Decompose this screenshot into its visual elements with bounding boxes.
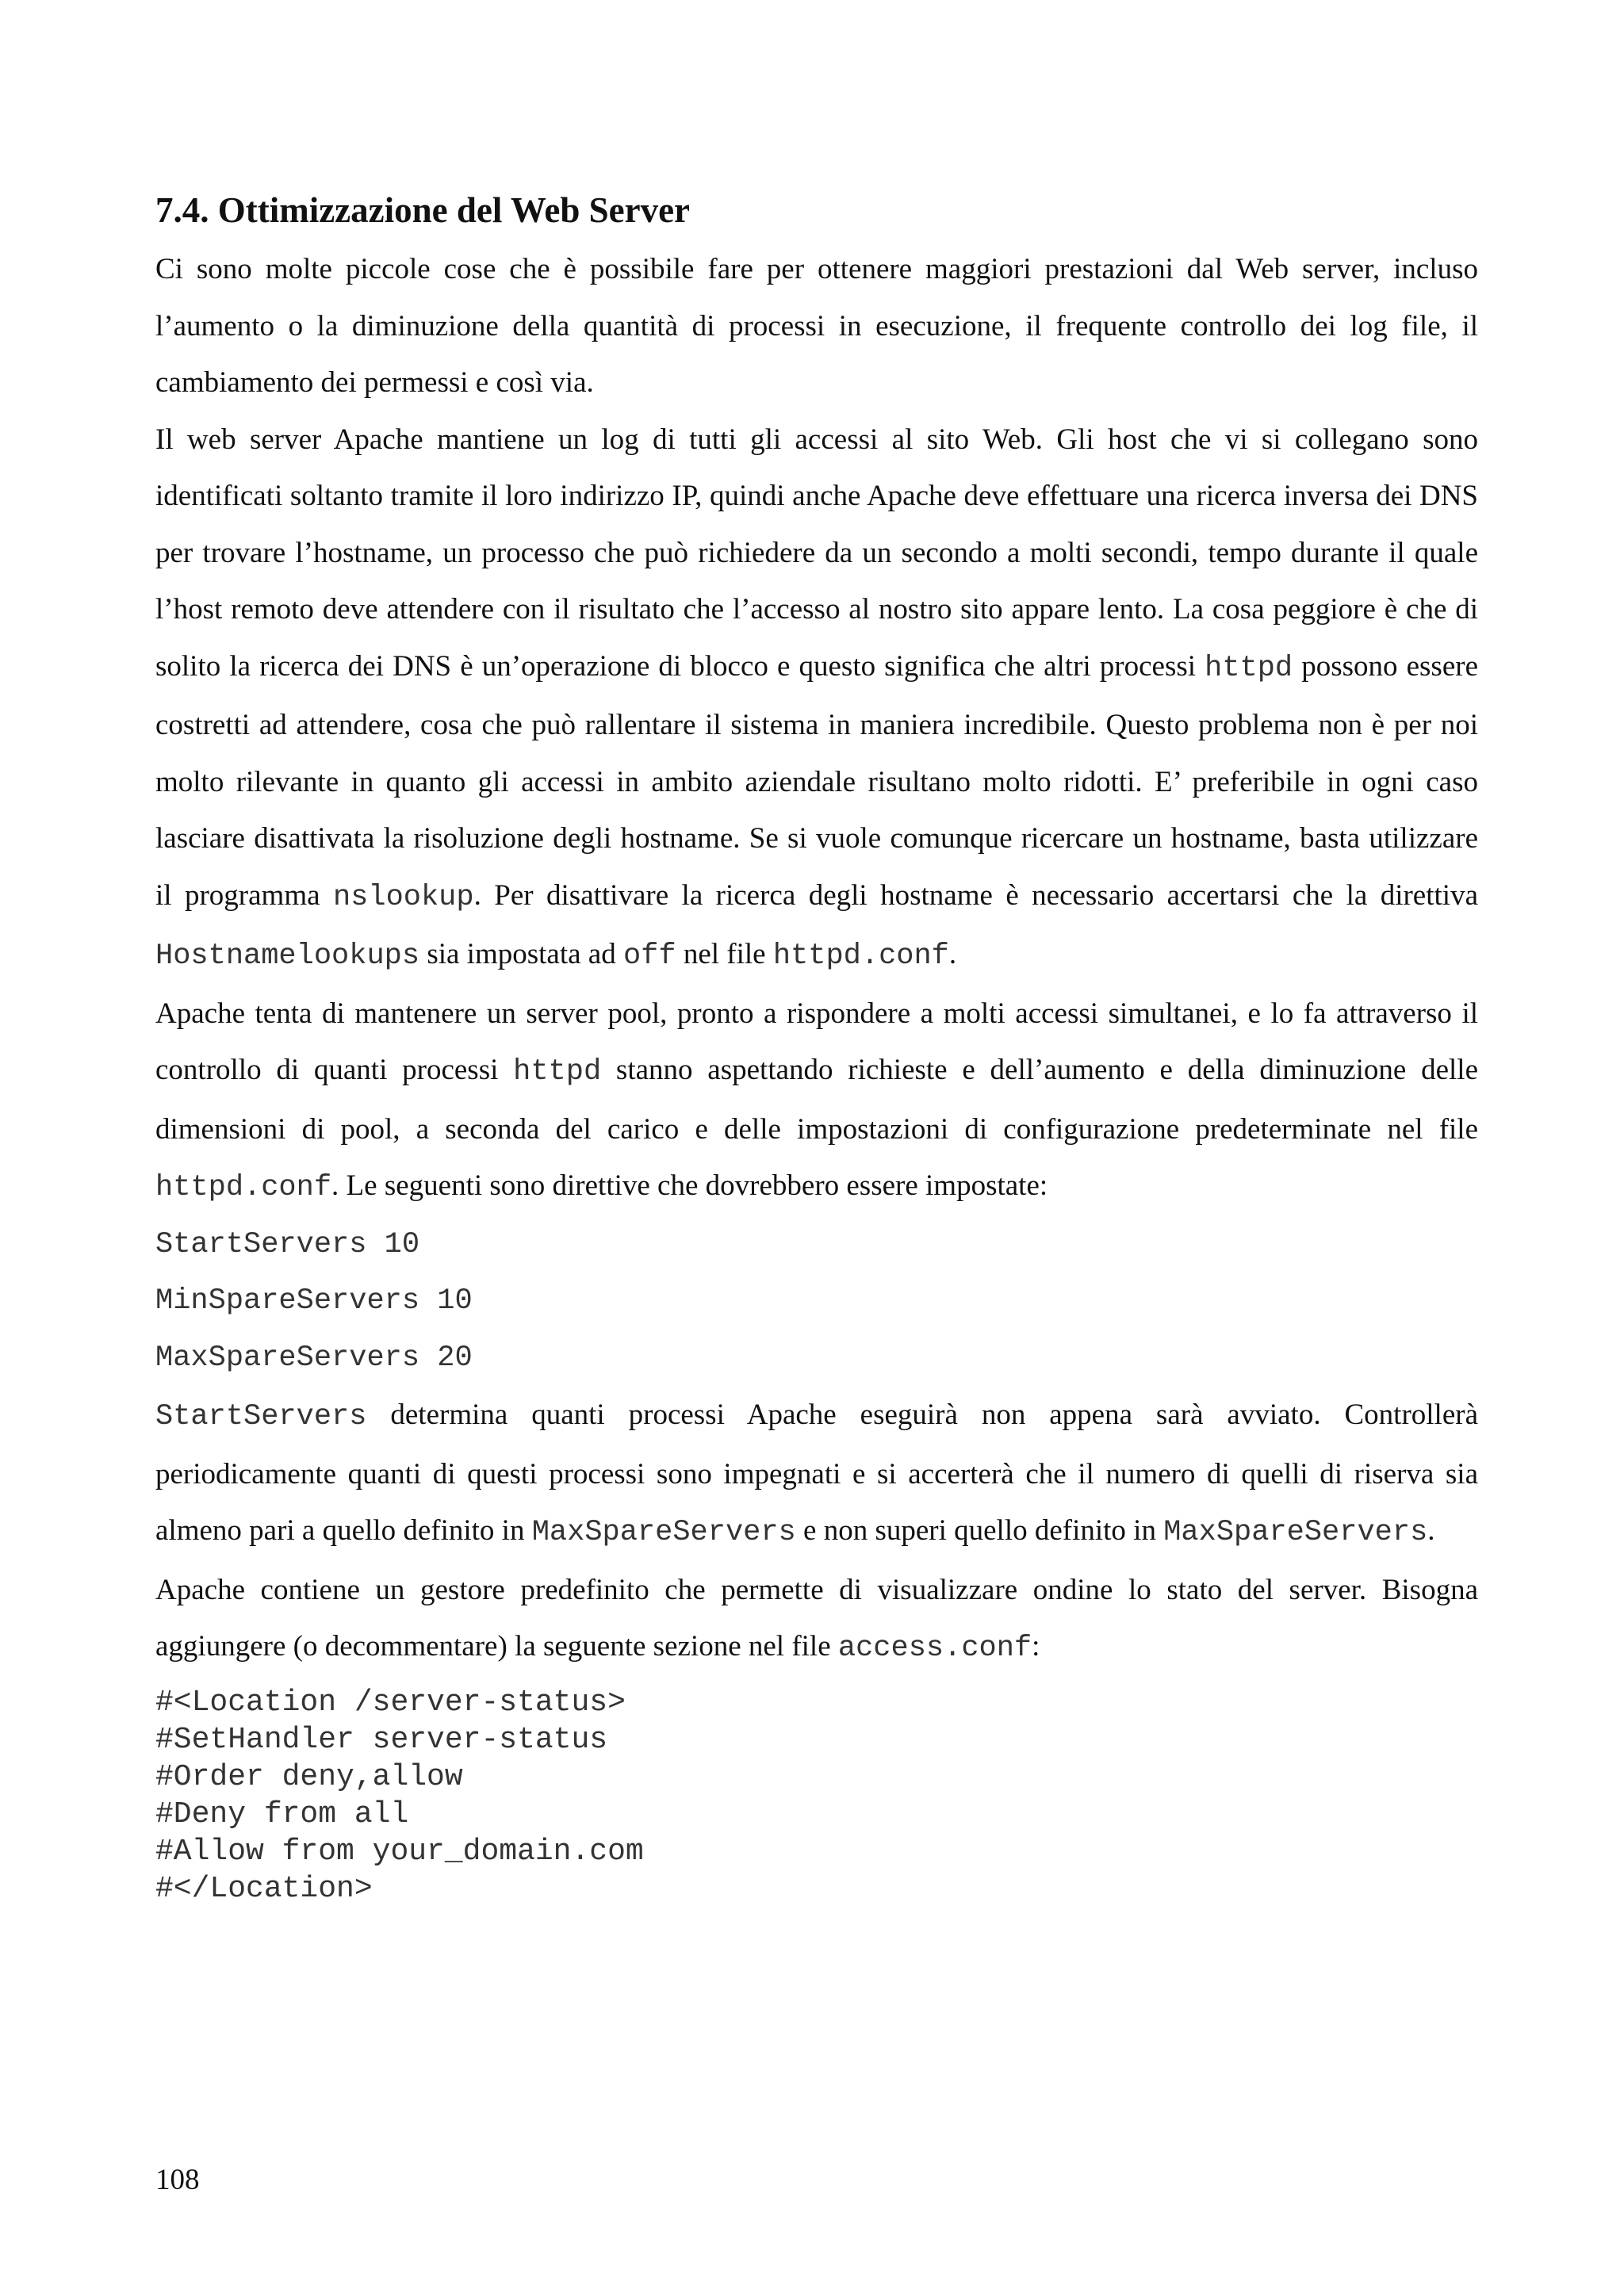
text-run: nel file [676,938,773,970]
inline-code-off: off [622,939,676,973]
inline-code-httpd: httpd [513,1055,602,1089]
code-block [155,1684,1478,1908]
inline-code-max-spare-servers: MaxSpareServers [1163,1516,1428,1549]
text-run: possono essere costretti ad attendere, cosa che può rallentare il sistema in maniera incredibile. Questo problema non è per noi molto rilevante in quanto gli accessi in ambito aziendale risultano molto ridotti. E’ preferibile in ogni caso lasciare disattivata la risoluzione degli hostname. Se si vuole comunque ricercare un hostname, basta utilizzare il programma [155,649,1478,912]
paragraph-dns-lookup [155,411,1478,985]
inline-code-httpd-conf: httpd.conf [155,1171,332,1204]
page-number: 108 [155,2164,200,2196]
inline-code-hostnamelookups: Hostnamelookups [155,939,420,973]
text-run: . [1427,1514,1435,1547]
code-line: #Order deny,allow [155,1759,463,1794]
inline-code-access-conf: access.conf [837,1632,1032,1665]
text-run: Apache tenta di mantenere un server pool, pronto a rispondere a molti accessi simultanei, e lo fa attraverso il controllo di quanti processi [155,997,1478,1086]
text-run: . [948,938,957,970]
text-run: sia impostata ad [419,938,623,970]
paragraph-server-status [155,1562,1478,1678]
inline-code-httpd: httpd [1205,651,1293,685]
inline-code-httpd-conf: httpd.conf [772,939,949,973]
text-run: Il web server Apache mantiene un log di tutti gli accessi al sito Web. Gli host che vi si collegano sono identificati soltanto tramite il loro indirizzo IP, quindi anche Apache deve effettuare una ricerca inversa dei DNS per trovare l’hostname, un processo che può richiedere da un secondo a molti secondi, tempo durante il quale l’host remoto deve attendere con il risultato che l’accesso al nostro sito appare lento. La cosa peggiore è che di solito la ricerca dei DNS è un’operazione di blocco e questo significa che altri processi [155,423,1478,683]
paragraph-start-servers [155,1387,1478,1562]
paragraph-server-pool [155,985,1478,1217]
code-line: #</Location> [155,1871,373,1906]
directive-start-servers: StartServers 10 [155,1227,420,1261]
code-line: #SetHandler server-status [155,1722,608,1757]
section-heading: 7.4. Ottimizzazione del Web Server [155,190,691,230]
text-run: determina quanti processi Apache eseguirà non appena sarà avviato. Controllerà periodicamente quanti di questi processi sono impegnati e si accerterà che il numero di quelli di riserva sia almeno pari a quello definito in [155,1399,1478,1547]
directive-max-spare-servers: MaxSpareServers 20 [155,1341,473,1375]
code-line: #Allow from your_domain.com [155,1834,644,1869]
inline-code-nslookup: nslookup [332,880,474,914]
paragraph-intro: Ci sono molte piccole cose che è possibile fare per ottenere maggiori prestazioni dal Web server, incluso l’aumento o la diminuzione della quantità di processi in esecuzione, il frequente controllo dei log file, il cambiamento dei permessi e così via. [155,253,1478,399]
text-run: . Le seguenti sono direttive che dovrebbero essere impostate: [331,1169,1048,1202]
inline-code-max-spare-servers: MaxSpareServers [531,1516,796,1549]
inline-code-start-servers: StartServers [155,1400,367,1433]
text-run: : [1032,1630,1040,1663]
directive-min-spare-servers: MinSpareServers 10 [155,1284,473,1318]
text-run: e non superi quello definito in [795,1514,1164,1547]
directive-list [155,1217,1478,1387]
text-run: . Per disattivare la ricerca degli hostname è necessario accertarsi che la direttiva [473,878,1478,912]
document-page [155,189,1478,1908]
text-run: Apache contiene un gestore predefinito che permette di visualizzare ondine lo stato del server. Bisogna aggiungere (o decommentare) la seguente sezione nel file [155,1573,1478,1663]
text-run: stanno aspettando richieste e dell’aumento e della diminuzione delle dimensioni di pool, a seconda del carico e delle impostazioni di configurazione predeterminate nel file [155,1054,1478,1146]
code-line: #<Location /server-status> [155,1685,626,1720]
code-line: #Deny from all [155,1797,409,1831]
